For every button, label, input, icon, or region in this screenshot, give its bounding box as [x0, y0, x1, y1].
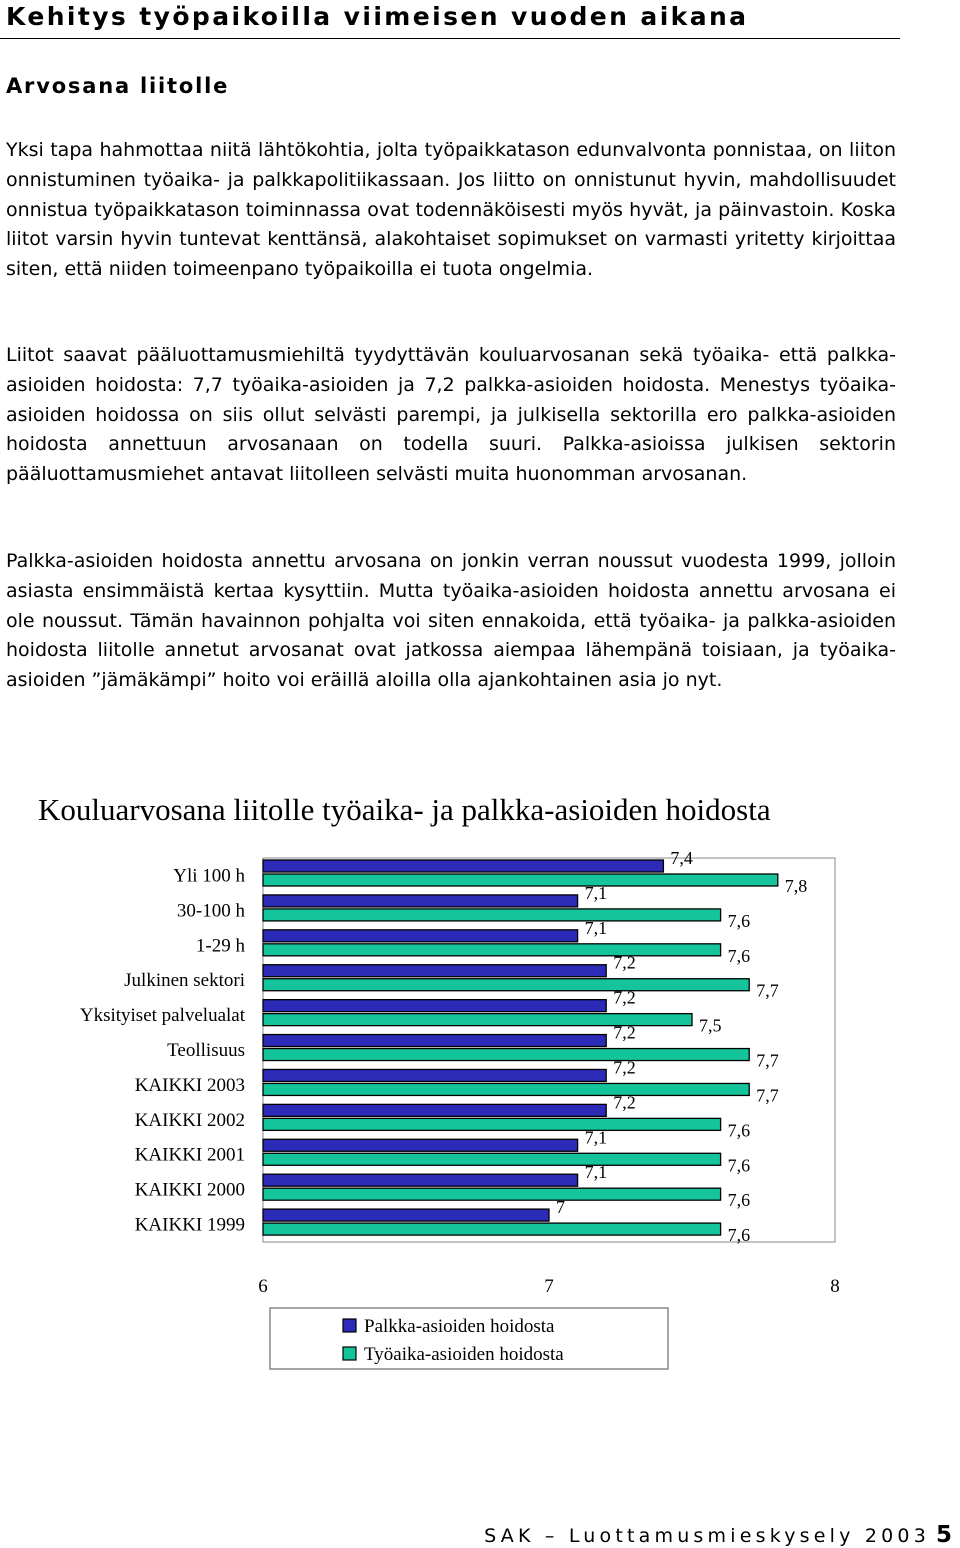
tyoaika-value-label: 7,5	[699, 1015, 722, 1036]
palkka-bar	[263, 1174, 578, 1186]
palkka-value-label: 7	[556, 1197, 565, 1218]
legend-swatch-palkka	[343, 1319, 356, 1332]
tyoaika-bar	[263, 1118, 721, 1130]
category-label: 1-29 h	[195, 935, 245, 957]
legend-swatch-tyoaika	[343, 1347, 356, 1360]
tyoaika-bar	[263, 944, 721, 956]
paragraph-3: Palkka-asioiden hoidosta annettu arvosana on jonkin verran noussut vuodesta 1999, jolloin asiasta ensimmäistä kertaa kysyttiin. Mutta työaika-asioiden hoidosta annettu arvosana ei ole noussut. Tämän havainnon pohjalta voi siten ennakoida, että työaika- ja palkka-asioiden hoidosta liitolle annetut arvosanat ovat jatkossa aiempaa lähempänä toisiaan, ja työaika-asioiden ”jämäkämpi” hoito voi eräillä aloilla olla ajankohtainen asia jo nyt.	[6, 550, 896, 692]
palkka-bar	[263, 1000, 606, 1012]
tyoaika-value-label: 7,7	[756, 1050, 779, 1071]
palkka-bar	[263, 1209, 549, 1221]
palkka-bar	[263, 1139, 578, 1151]
category-label: KAIKKI 2000	[134, 1179, 245, 1201]
palkka-value-label: 7,2	[613, 987, 636, 1008]
palkka-value-label: 7,2	[613, 1057, 636, 1078]
tyoaika-value-label: 7,6	[727, 1225, 751, 1246]
tyoaika-value-label: 7,7	[756, 1085, 779, 1106]
palkka-bar	[263, 930, 578, 942]
tyoaika-value-label: 7,6	[727, 910, 751, 931]
section-title: Arvosana liitolle	[6, 74, 230, 98]
palkka-value-label: 7,1	[584, 917, 608, 938]
tyoaika-bar	[263, 909, 721, 921]
category-label: Teollisuus	[167, 1040, 245, 1061]
tyoaika-value-label: 7,6	[727, 945, 751, 966]
tyoaika-value-label: 7,8	[784, 876, 808, 896]
tyoaika-bar	[263, 1188, 721, 1200]
palkka-bar	[263, 1069, 606, 1081]
tyoaika-value-label: 7,6	[727, 1190, 751, 1211]
tyoaika-value-label: 7,7	[756, 980, 779, 1001]
category-label: KAIKKI 2002	[134, 1109, 245, 1131]
legend-label-tyoaika: Työaika-asioiden hoidosta	[364, 1344, 564, 1365]
palkka-value-label: 7,4	[670, 848, 693, 868]
tyoaika-bar	[263, 1083, 749, 1095]
palkka-value-label: 7,1	[584, 1162, 608, 1183]
tyoaika-bar	[263, 1049, 749, 1061]
category-label: 30-100 h	[176, 900, 245, 922]
category-label: KAIKKI 1999	[134, 1214, 245, 1236]
x-tick-label: 8	[830, 1276, 840, 1297]
palkka-value-label: 7,2	[613, 952, 636, 973]
tyoaika-bar	[263, 1153, 721, 1165]
tyoaika-bar	[263, 874, 778, 886]
paragraph-2: Liitot saavat pääluottamusmiehiltä tyydyttävän kouluarvosanan sekä työaika- että palkka-asioiden hoidosta: 7,7 työaika-asioiden ja 7,2 palkka-asioiden hoidosta. Menestys työaika-asioiden hoidossa on siis ollut selvästi parempi, ja julkisella sektorilla ero palkka-asioiden hoidosta annettuun arvosanaan on todella suuri. Palkka-asioissa julkisen sektorin pääluottamusmiehet antavat liitolleen selvästi muita huonomman arvosanan.	[6, 344, 896, 486]
page-number: 5	[935, 1522, 952, 1548]
palkka-value-label: 7,2	[613, 1022, 636, 1043]
palkka-bar	[263, 895, 578, 907]
page-title: Kehitys työpaikoilla viimeisen vuoden aikana	[6, 2, 749, 31]
category-label: Yli 100 h	[173, 865, 245, 887]
tyoaika-bar	[263, 979, 749, 991]
palkka-bar	[263, 860, 663, 872]
tyoaika-bar	[263, 1223, 721, 1235]
palkka-bar	[263, 1035, 606, 1047]
x-tick-label: 7	[544, 1276, 554, 1297]
palkka-value-label: 7,1	[584, 882, 608, 903]
legend-label-palkka: Palkka-asioiden hoidosta	[364, 1316, 555, 1337]
footer-text: SAK – Luottamusmieskysely 2003	[484, 1525, 930, 1547]
page-footer	[484, 1522, 952, 1548]
title-divider	[0, 38, 900, 39]
tyoaika-value-label: 7,6	[727, 1120, 751, 1141]
palkka-bar	[263, 965, 606, 977]
chart-title: Kouluarvosana liitolle työaika- ja palkka-asioiden hoidosta	[38, 792, 771, 827]
palkka-value-label: 7,2	[613, 1092, 636, 1113]
paragraph-1: Yksi tapa hahmottaa niitä lähtökohtia, jolta työpaikkatason edunvalvonta ponnistaa, on liiton onnistuminen työaika- ja palkkapolitiikassaan. Jos liitto on onnistunut hyvin, mahdollisuudet onnistua työpaikkatason toiminnassa ovat todennäköisesti myös hyvät, ja päinvastoin. Koska liitot varsin hyvin tuntevat kenttänsä, alakohtaiset sopimukset on varmasti yritetty kirjoittaa siten, että niiden toimeenpano työpaikoilla ei tuota ongelmia.	[6, 139, 896, 281]
palkka-bar	[263, 1104, 606, 1116]
category-label: Julkinen sektori	[124, 970, 245, 992]
palkka-value-label: 7,1	[584, 1127, 608, 1148]
x-tick-label: 6	[258, 1276, 268, 1297]
tyoaika-value-label: 7,6	[727, 1155, 751, 1176]
category-label: KAIKKI 2001	[134, 1144, 245, 1166]
category-label: KAIKKI 2003	[134, 1074, 245, 1096]
bar-chart	[0, 840, 960, 1380]
category-label: Yksityiset palvelualat	[79, 1005, 245, 1027]
